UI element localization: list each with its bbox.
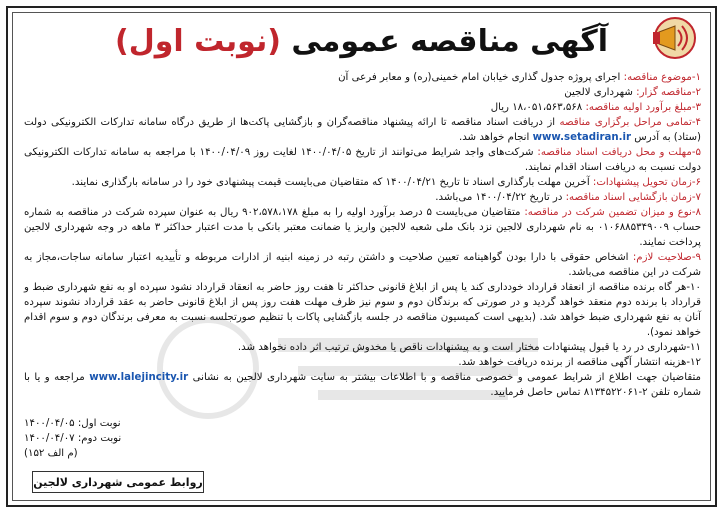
clause-5-label: ۵-مهلت و محل دریافت اسناد مناقصه:	[537, 147, 701, 158]
clause-5	[24, 145, 701, 175]
contact-tail: مراجعه و یا با شماره تلفن ۲-۸۱۳۴۵۲۲۰۶۱ تماس حاصل فرمایید.	[24, 372, 701, 398]
title-accent: (نوبت اول)	[115, 23, 281, 59]
clause-10-text: ۱۰-هر گاه برنده مناقصه از انعقاد قرارداد خودداری کند یا پس از ابلاغ قانونی حداکثر تا هفت روز حاضر به انعقاد قرارداد نشود سپرده او به نفع شهرداری ضبط و قرارداد با برنده دوم منعقد خواهد گردید و در صورتی که برندگان دوم و سوم نیز ظرف مهلت هفت روز پس از ابلاغ قانونی حاضر به عقد قرارداد نشوند سپرده آنان به نفع شهرداری ضبط خواهد شد. (بدیهی است کمیسیون مناقصه در جلسه بازگشایی پاکات با تنظیم صورتجلسه نسبت به معرفی برندگان دوم و سوم اقدام خواهد نمود).	[24, 282, 701, 338]
first-publication-date: نوبت اول: ۱۴۰۰/۰۴/۰۵	[24, 418, 121, 429]
clause-4-text: از دریافت اسناد مناقصه تا ارائه پیشنهاد مناقصه‌گران و بازگشایی پاکت‌ها از طریق درگاه سامانه تدارکات الکترونیکی دولت (ستاد) به آدرس	[24, 117, 701, 143]
megaphone-icon	[645, 14, 701, 60]
clause-2-text: شهرداری لالجین	[564, 87, 637, 98]
clause-1-text: اجرای پروژه جدول گذاری خیابان امام خمینی(ره) و معابر فرعی آن	[338, 72, 624, 83]
clause-4	[24, 115, 701, 145]
clause-11	[24, 340, 701, 355]
clause-7	[24, 190, 701, 205]
contact-text: متقاضیان جهت اطلاع از شرایط عمومی و خصوصی مناقصه و با اطلاعات بیشتر به سایت شهرداری لالجین به نشانی	[188, 372, 701, 383]
clause-11-text: ۱۱-شهرداری در رد یا قبول پیشنهادات مختار است و به پیشنهادات ناقص یا مخدوش ترتیب اثر داده نخواهد شد.	[237, 342, 701, 353]
public-relations-box	[32, 471, 204, 493]
clause-2-label: ۲-مناقصه گزار:	[636, 87, 701, 98]
clause-12-text: ۱۲-هزینه انتشار آگهی مناقصه از برنده دریافت خواهد شد.	[458, 357, 701, 368]
clause-1	[24, 70, 701, 85]
notice-body	[24, 70, 701, 400]
clause-6-label: ۶-زمان تحویل پیشنهادات:	[592, 177, 701, 188]
clause-3	[24, 100, 701, 115]
clause-1-label: ۱-موضوع مناقصه:	[623, 72, 701, 83]
clause-8-label: ۸-نوع و میزان تضمین شرکت در مناقصه:	[524, 207, 701, 218]
clause-2	[24, 85, 701, 100]
clause-9-text: اشخاص حقوقی با دارا بودن گواهینامه تعیین صلاحیت و داشتن رتبه در زمینه ابنیه از ادارات مربوطه و تأییدیه اعتبار سامانه ساجات،مجاز به شرکت در این مناقصه می‌باشد.	[24, 252, 701, 278]
public-relations-label: روابط عمومی شهرداری لالجین	[33, 475, 203, 489]
clause-3-text: ۱۸،۰۵۱،۵۶۳،۵۶۸ ریال	[490, 102, 586, 113]
publication-dates	[24, 416, 701, 461]
second-publication-date: نوبت دوم: ۱۴۰۰/۰۴/۰۷	[24, 433, 122, 444]
clause-12	[24, 355, 701, 370]
notice-title	[8, 18, 715, 64]
clause-6	[24, 175, 701, 190]
reference-number: (م الف ۱۵۲)	[24, 448, 78, 459]
clause-6-text: آخرین مهلت بارگذاری اسناد تا تاریخ ۱۴۰۰/۰۴/۲۱ که متقاضیان می‌بایست قیمت پیشنهادی خود را در سامانه بارگذاری نمایند.	[71, 177, 593, 188]
clause-contact	[24, 370, 701, 400]
lalejincity-link[interactable]: www.lalejincity.ir	[89, 372, 189, 383]
clause-3-label: ۳-مبلغ برآورد اولیه مناقصه:	[585, 102, 701, 113]
clause-9-label: ۹-صلاحیت لازم:	[632, 252, 701, 263]
clause-5-text: شرکت‌های واجد شرایط می‌توانند از تاریخ ۱۴۰۰/۰۴/۰۵ لغایت روز ۱۴۰۰/۰۴/۰۹ با مراجعه به سامانه تدارکات الکترونیکی دولت نسبت به دریافت اسناد اقدام نمایند.	[24, 147, 701, 173]
clause-9	[24, 250, 701, 280]
clause-7-label: ۷-زمان بازگشایی اسناد مناقصه:	[565, 192, 701, 203]
clause-4-tail: انجام خواهد شد.	[458, 132, 533, 143]
clause-8-text: متقاضیان می‌بایست ۵ درصد برآورد اولیه را به مبلغ ۹۰۲،۵۷۸،۱۷۸ ریال به عنوان سپرده شرکت در مناقصه به شماره حساب ۰۱۰۶۸۸۵۳۴۹۰۰۹ به نام شهرداری لالجین نزد بانک ملی شعبه لالجین واریز یا ضمانت معتبر بانکی با مدت اعتبار حداکثر ۳ ماهه در وجه شهرداری لالجین پرداخت نمایند.	[24, 207, 702, 248]
clause-7-text: در تاریخ ۱۴۰۰/۰۴/۲۲ می‌باشد.	[435, 192, 566, 203]
notice-frame	[6, 6, 717, 507]
title-main: آگهی مناقصه عمومی	[291, 23, 608, 59]
clause-10	[24, 280, 701, 340]
setadiran-link[interactable]: www.setadiran.ir	[532, 132, 632, 143]
clause-4-label: ۴-تمامی مراحل برگزاری مناقصه	[559, 117, 702, 128]
clause-8	[24, 205, 701, 250]
